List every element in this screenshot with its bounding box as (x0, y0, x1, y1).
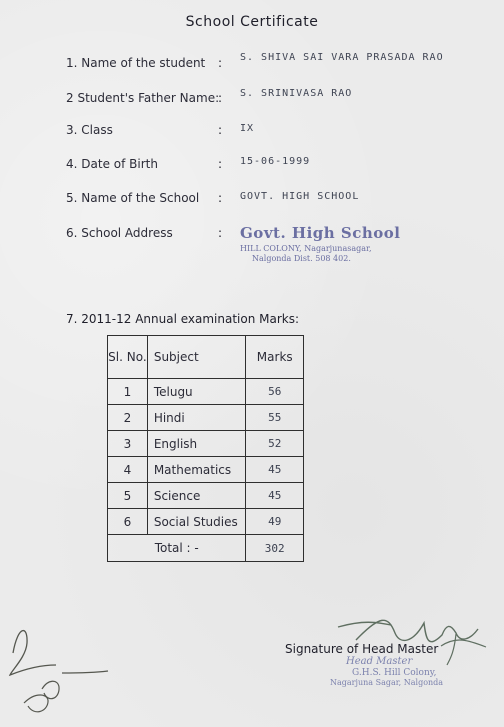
signature-label: Signature of Head Master (285, 642, 439, 656)
table-header-row (108, 336, 304, 379)
subject-cell: Hindi (147, 405, 246, 431)
field-colon: : (218, 123, 223, 137)
marks-cell: 55 (246, 405, 304, 431)
sl-cell: 1 (108, 379, 148, 405)
marks-cell: 56 (246, 379, 304, 405)
head-master-stamp-place: Nagarjuna Sagar, Nalgonda (330, 677, 444, 687)
subject-cell: Science (147, 483, 246, 509)
sl-cell: 5 (108, 483, 148, 509)
field-colon: : (218, 157, 223, 171)
field-row-school-address (66, 226, 173, 240)
field-row-father-name (66, 91, 219, 105)
table-row (108, 379, 304, 405)
marks-cell: 49 (246, 509, 304, 535)
sl-cell: 2 (108, 405, 148, 431)
field-label: Student's Father Name: (77, 91, 220, 105)
class-value: IX (240, 123, 255, 134)
field-row-date-of-birth (66, 157, 158, 171)
field-number: 4. (66, 157, 78, 171)
student-name-value: S. SHIVA SAI VARA PRASADA RAO (240, 52, 444, 63)
table-row (108, 483, 304, 509)
sl-cell: 3 (108, 431, 148, 457)
total-row (108, 535, 304, 562)
field-number: 5. (66, 191, 78, 205)
table-row (108, 431, 304, 457)
sl-no-header: Sl. No. (108, 336, 148, 379)
field-number: 1. (66, 56, 78, 70)
subject-cell: Telugu (147, 379, 246, 405)
field-colon: : (218, 91, 223, 105)
marks-cell: 45 (246, 483, 304, 509)
field-number: 6. (66, 226, 78, 240)
head-master-stamp-title: Head Master (346, 656, 413, 667)
total-label-cell: Total : - (108, 535, 246, 562)
subject-cell: Mathematics (147, 457, 246, 483)
subject-cell: Social Studies (147, 509, 246, 535)
exam-marks-heading: 7. 2011-12 Annual examination Marks: (66, 312, 300, 326)
field-number: 3. (66, 123, 78, 137)
marks-cell: 45 (246, 457, 304, 483)
field-label: School Address (81, 226, 173, 240)
total-marks-cell: 302 (246, 535, 304, 562)
stamp-district-line: Nalgonda Dist. 508 402. (252, 254, 351, 263)
field-number: 2 (66, 91, 74, 105)
school-name-value: GOVT. HIGH SCHOOL (240, 191, 360, 202)
stamp-colony-line: HILL COLONY, Nagarjunasagar, (240, 244, 372, 253)
field-colon: : (218, 56, 223, 70)
subject-header: Subject (147, 336, 246, 379)
certificate-title: School Certificate (185, 14, 319, 30)
marks-cell: 52 (246, 431, 304, 457)
field-label: Name of the student (81, 56, 206, 70)
father-name-value: S. SRINIVASA RAO (240, 88, 353, 99)
head-master-stamp (330, 656, 443, 687)
field-row-class (66, 123, 113, 137)
stamp-school-name: Govt. High School (240, 224, 401, 242)
table-row (108, 405, 304, 431)
table-row (108, 509, 304, 535)
field-row-student-name (66, 56, 205, 70)
field-row-school-name (66, 191, 199, 205)
head-master-stamp-school: G.H.S. Hill Colony, (352, 667, 437, 678)
field-label: Date of Birth (81, 157, 158, 171)
marks-table (107, 335, 304, 562)
handwritten-initials (0, 615, 110, 727)
school-address-stamp (240, 224, 415, 263)
field-colon: : (218, 191, 223, 205)
sl-cell: 4 (108, 457, 148, 483)
subject-cell: English (147, 431, 246, 457)
table-row (108, 457, 304, 483)
sl-cell: 6 (108, 509, 148, 535)
field-label: Name of the School (81, 191, 200, 205)
marks-header: Marks (246, 336, 304, 379)
field-label: Class (81, 123, 113, 137)
field-colon: : (218, 226, 223, 240)
date-of-birth-value: 15-06-1999 (240, 156, 311, 167)
